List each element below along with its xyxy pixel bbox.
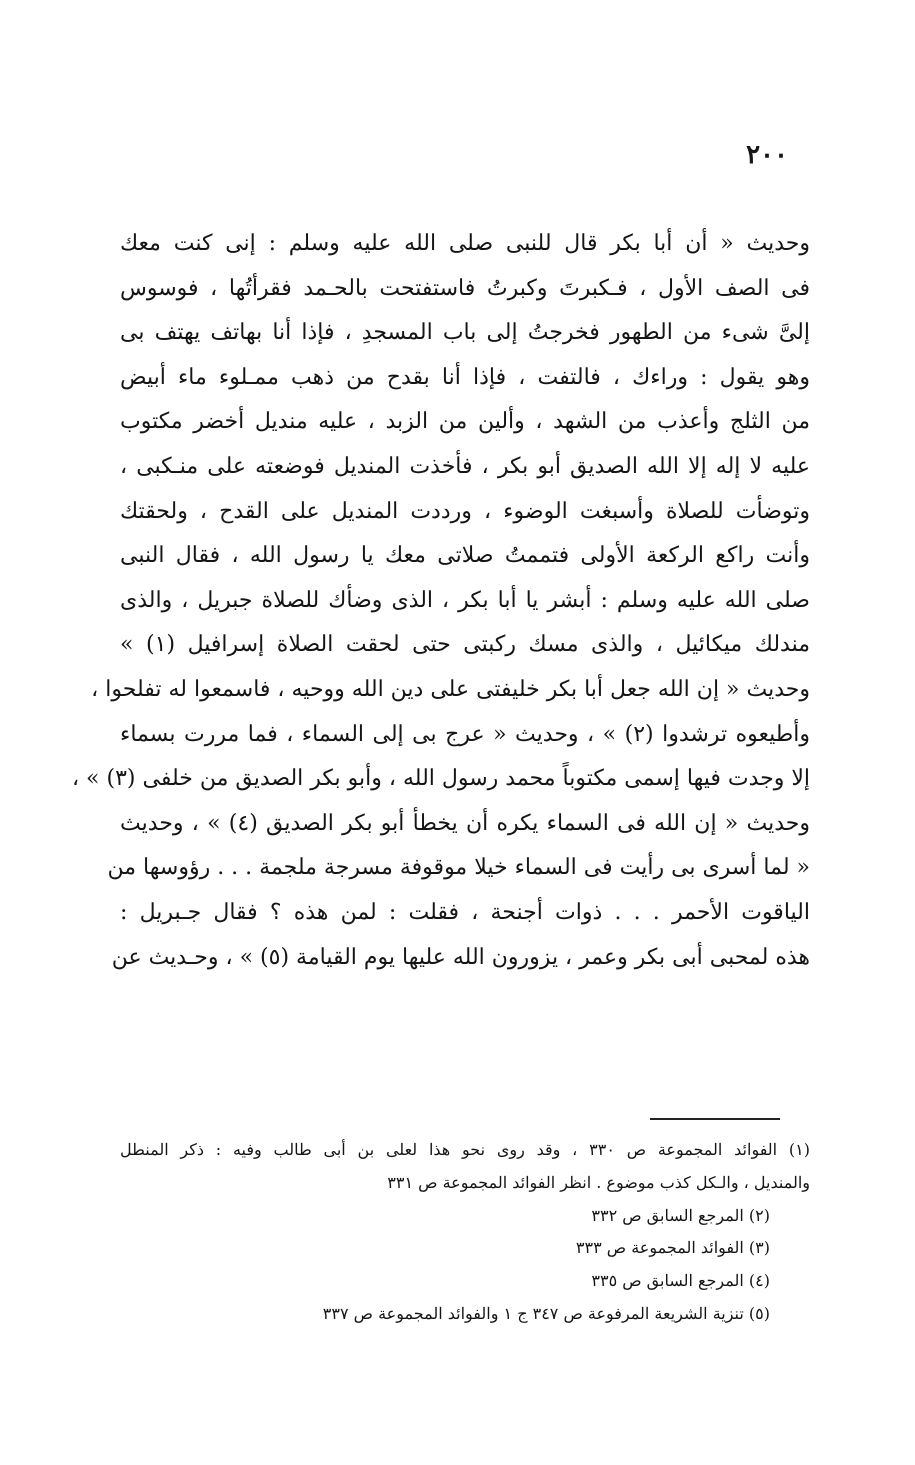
footnote-line: (٢) المرجع السابق ص ٣٣٢ xyxy=(591,1205,770,1225)
text-line: صلى الله عليه وسلم : أبشر يا أبا بكر ، الذى وضأك للصلاة جبريل ، والذى xyxy=(120,587,810,613)
footnotes xyxy=(120,1134,810,1331)
text-line: وتوضأت للصلاة وأسبغت الوضوء ، ورددت المنديل على القدح ، ولحقتك xyxy=(120,498,810,524)
text-line: وأنت راكع الركعة الأولى فتممتُ صلاتى معك يا رسول الله ، فقال النبى xyxy=(120,543,810,569)
text-line: إلىَّ شىء من الطهور فخرجتُ إلى باب المسجدِ ، فإذا أنا بهاتف يهتف بى xyxy=(120,320,810,346)
text-line: مندلك ميكائيل ، والذى مسك ركبتى حتى لحقت الصلاة إسرافيل (١) » xyxy=(120,632,810,658)
footnote-line: (٤) المرجع السابق ص ٣٣٥ xyxy=(591,1271,770,1291)
text-line: عليه لا إله إلا الله الصديق أبو بكر ، فأخذت المنديل فوضعته على منـكبى ، xyxy=(120,453,810,479)
text-line: من الثلج وأعذب من الشهد ، وألين من الزبد ، عليه منديل أخضر مكتوب xyxy=(120,409,810,435)
text-line: وحديث « أن أبا بكر قال للنبى صلى الله عليه وسلم : إنى كنت معك xyxy=(120,231,810,256)
text-line: فى الصف الأول ، فـكبرتَ وكبرتُ فاستفتحت بالحـمد فقرأتُها ، فوسوس xyxy=(120,275,810,301)
text-line: الياقوت الأحمر . . . ذوات أجنحة ، فقلت : لمن هذه ؟ فقال جـبريل : xyxy=(120,899,810,925)
text-line: وهو يقول : وراءك ، فالتفت ، فإذا أنا بقدح من ذهب ممـلوء ماء أبيض xyxy=(120,364,810,390)
main-text xyxy=(71,222,810,980)
text-line: وحديث « إن الله فى السماء يكره أن يخطأ أبو بكر الصديق (٤) » ، وحديث xyxy=(120,810,810,836)
footnote-line: والمنديل ، والـكل كذب موضوع . انظر الفوائد المجموعة ص ٣٣١ xyxy=(387,1172,810,1192)
footnote-line: (٣) الفوائد المجموعة ص ٣٣٣ xyxy=(575,1238,770,1258)
footnote-line: (٥) تنزية الشريعة المرفوعة ص ٣٤٧ ج ١ والفوائد المجموعة ص ٣٣٧ xyxy=(322,1303,770,1323)
text-line: وأطيعوه ترشدوا (٢) » ، وحديث « عرج بى إلى السماء ، فما مررت بسماء xyxy=(120,721,810,747)
footnote-line: (١) الفوائد المجموعة ص ٣٣٠ ، وقد روى نحو هذا لعلى بن أبى طالب وفيه : ذكر المنطل xyxy=(120,1140,810,1159)
text-line: « لما أسرى بى رأيت فى السماء خيلا موقوفة مسرجة ملجمة . . . رؤوسها من xyxy=(107,855,810,881)
text-line: هذه لمحبى أبى بكر وعمر ، يزورون الله عليها يوم القيامة (٥) » ، وحـديث عن xyxy=(111,944,810,970)
footnote-separator xyxy=(650,1118,780,1120)
page-number: ٢٠٠ xyxy=(746,140,788,170)
text-line: إلا وجدت فيها إسمى مكتوباً محمد رسول الله ، وأبو بكر الصديق من خلفى (٣) » ، xyxy=(71,766,810,792)
text-line: وحديث « إن الله جعل أبا بكر خليفتى على دين الله ووحيه ، فاسمعوا له تفلحوا ، xyxy=(91,676,810,702)
